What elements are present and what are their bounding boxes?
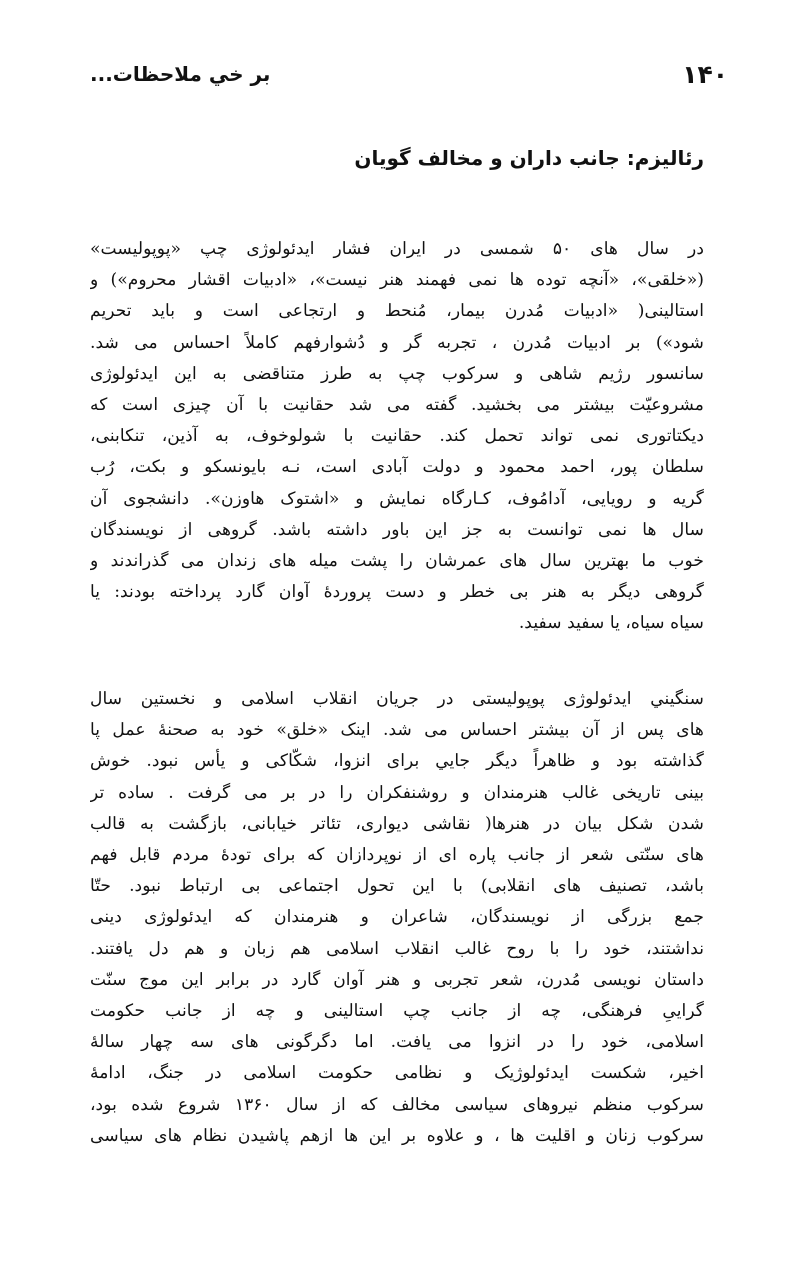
paragraph-line: شدن شکل بيان در هنرها( نقاشی ديواری، تئاتر خيابانی، بازگشت به قالب xyxy=(90,813,704,834)
paragraph-line: گذاشته بود و ظاهراً ديگر جايي برای انزوا، شکّاکی و يأس نبود. خوش xyxy=(90,751,704,772)
paragraph-line: بينی تاريخی غالب هنرمندان و روشنفکران را در بر می گرفت . ساده تر xyxy=(90,782,704,803)
paragraph-line: مشروعیّت بیشتر می بخشید. گفته می شد حقانیت با آن چیزی است که xyxy=(90,395,704,416)
paragraph-line: («خلقی»، «آنچه توده ها نمی فهمند هنر نیست»، «ادبیات اقشار محروم») و xyxy=(90,270,704,291)
paragraph-line: در سال های ۵۰ شمسی در ایران فشار ایدئولوژی چپ «پوپولیست» xyxy=(90,239,704,259)
paragraph-line: سرکوب زنان و اقليت ها ، و علاوه بر اين ها ازهم پاشيدن نظام های سياسی xyxy=(90,1125,704,1146)
running-header xyxy=(90,56,728,92)
paragraph-line: دیکتاتوری نمی تواند تحمل کند. حقانیت با شولوخوف، به آذین، تنکابنی، xyxy=(90,426,704,447)
paragraph-line: خوب ما بهترین سال های عمرشان را پشت میله های زندان می گذراندند و xyxy=(90,551,704,572)
paragraph-line: سنگيني ايدئولوژی پوپوليستی در جريان انقلاب اسلامی و نخستين سال xyxy=(90,689,704,709)
section-heading: رئاليزم: جانب داران و مخالف گويان xyxy=(354,146,704,170)
paragraph-line: سانسور رژیم شاهی و سرکوب چپ به طرز متناقضی به این ایدئولوژی xyxy=(90,363,704,384)
paragraph-line: اسلامی، خود را در انزوا می يافت. اما دگرگونی های سه چهار سالهٔ xyxy=(90,1032,704,1053)
paragraph-line: سیاه سیاه، یا سفید سفید. xyxy=(518,613,704,634)
paragraph-line: جمع بزرگی از نويسندگان، شاعران و هنرمندان که ايدئولوژی دينی xyxy=(90,907,704,928)
page-number: ۱۴۰ xyxy=(682,59,728,89)
paragraph-line: اخير، شکست ايدئولوژيک و نظامی حکومت اسلامی در جنگ، ادامهٔ xyxy=(90,1063,704,1084)
paragraph-line: های پس از آن بيشتر احساس می شد. اينک «خلق» خود به صحنهٔ عمل پا xyxy=(90,720,704,741)
paragraph-line: سلطان پور، احمد محمود و دولت آبادی است، نـه بایونسکو و بکت، رُب xyxy=(90,457,704,478)
paragraph-line: گروهی دیگر به هنر بی خطر و دست پروردهٔ آوان گارد پرداخته بودند: یا xyxy=(90,582,704,603)
paragraph-2 xyxy=(90,684,704,1152)
paragraph-line: باشد، تصنيف های انقلابی) با اين تحول اجتماعی بی ارتباط نبود. حتّا xyxy=(90,876,704,897)
running-header-title: بر خي ملاحظات... xyxy=(90,62,271,86)
paragraph-line: داستان نويسی مُدرن، شعر تجربی و هنر آوان گارد در برابر اين موج سنّت xyxy=(90,969,704,990)
paragraph-line: های سنّتی شعر از جانب پاره ای از نوپردازان که برای تودهٔ مردم قابل فهم xyxy=(90,845,704,866)
paragraph-line: شود») بر ادبیات مُدرن ، تجربه گر و دُشوارفهم کاملاً احساس می شد. xyxy=(90,332,704,353)
paragraph-line: سرکوب منظم نيروهای سياسی مخالف که از سال ۱۳۶۰ شروع شده بود، xyxy=(90,1094,704,1115)
paragraph-1 xyxy=(90,234,704,640)
paragraph-line: گریه و رویایی، آدامُوف، کـارگاه نمایش و «اشتوک هاوزن». دانشجوی آن xyxy=(90,488,704,509)
paragraph-line: سال ها نمی توانست به جز این باور داشته باشد. گروهی از نویسندگان xyxy=(90,519,704,540)
paragraph-line: نداشتند، خود را با روح غالب انقلاب اسلامی هم زبان و هم دل يافتند. xyxy=(90,938,704,959)
paragraph-line: استالینی( «ادبیات مُدرن بیمار، مُنحط و ارتجاعی است و باید تحریم xyxy=(90,301,704,322)
paragraph-line: گرايیِ فرهنگی، چه از جانب چپ استالينی و چه از جانب حکومت xyxy=(90,1001,704,1022)
